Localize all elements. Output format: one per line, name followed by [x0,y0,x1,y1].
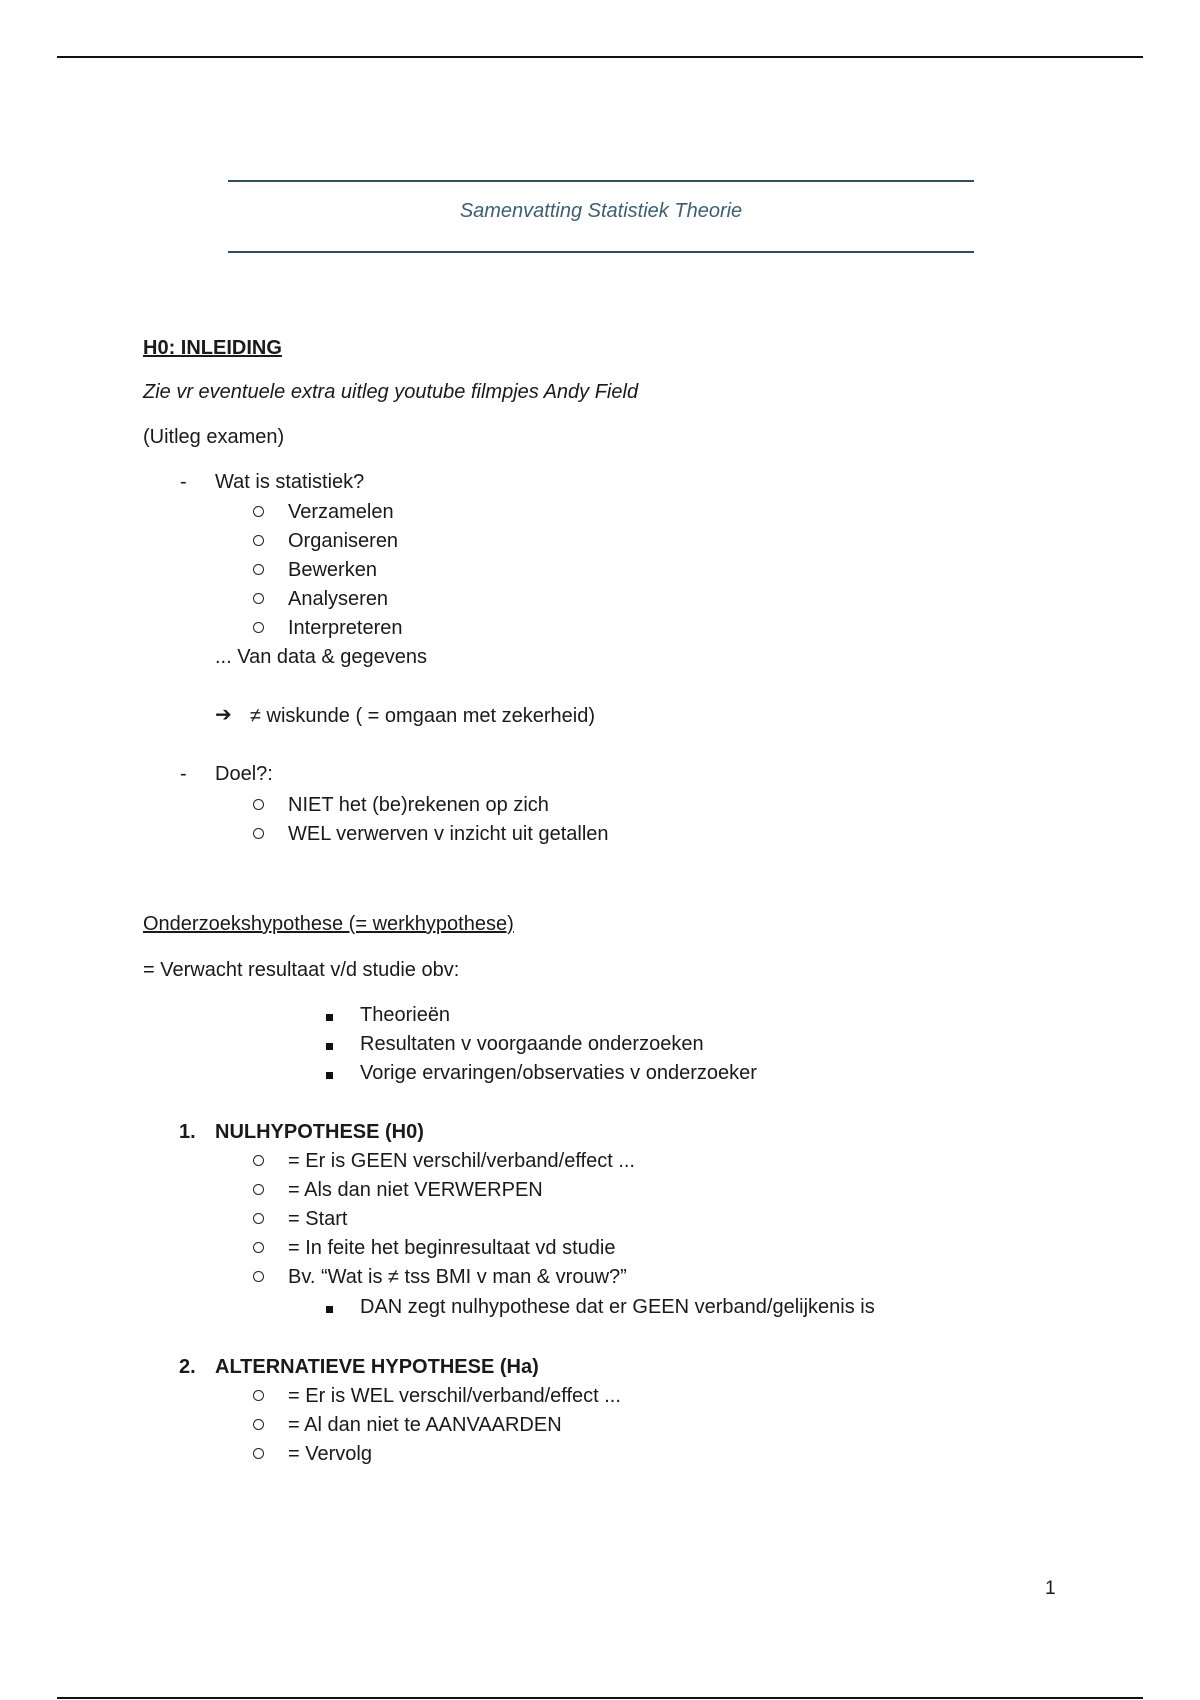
circle-bullet [253,615,264,639]
circle-bullet [253,1148,264,1172]
circle-bullet [253,499,264,523]
question-what-is-statistics: Wat is statistiek? [215,471,365,493]
list-item: Analyseren [288,588,389,610]
list-item: = Als dan niet VERWERPEN [288,1179,543,1201]
square-bullet [326,1061,333,1085]
list-item: Verzamelen [288,501,394,523]
circle-bullet [253,1177,264,1201]
dash-bullet: - [180,471,187,493]
h0-number: 1. [179,1121,196,1143]
list-item: Bv. “Wat is ≠ tss BMI v man & vrouw?” [288,1266,627,1288]
circle-bullet [253,528,264,552]
list-subitem: DAN zegt nulhypothese dat er GEEN verband/gelijkenis is [360,1296,875,1318]
title-top-rule [228,180,974,182]
section-heading: H0: INLEIDING [143,337,282,359]
circle-bullet [253,557,264,581]
list-item: = Er is WEL verschil/verband/effect ... [288,1385,621,1407]
dash-bullet: - [180,763,187,785]
page-top-rule [57,56,1143,58]
circle-bullet [253,821,264,845]
document-title: Samenvatting Statistiek Theorie [459,200,743,222]
circle-bullet [253,586,264,610]
question-goal: Doel?: [215,763,273,785]
circle-bullet [253,1383,264,1407]
page-bottom-rule [57,1697,1143,1699]
list-trailer: ... Van data & gegevens [215,646,428,668]
circle-bullet [253,1441,264,1465]
arrow-icon: ➔ [215,704,232,726]
list-item: Bewerken [288,559,377,581]
circle-bullet [253,1235,264,1259]
list-item: Organiseren [288,530,399,552]
list-item: = In feite het beginresultaat vd studie [288,1237,616,1259]
circle-bullet [253,1264,264,1288]
arrow-note: ≠ wiskunde ( = omgaan met zekerheid) [250,705,596,727]
list-item: = Start [288,1208,348,1230]
square-bullet [326,1032,333,1056]
ha-number: 2. [179,1356,196,1378]
list-item: Interpreteren [288,617,403,639]
circle-bullet [253,1412,264,1436]
list-item: = Vervolg [288,1443,372,1465]
h0-title: NULHYPOTHESE (H0) [215,1121,424,1143]
hypothesis-intro: = Verwacht resultaat v/d studie obv: [143,959,460,981]
list-item: WEL verwerven v inzicht uit getallen [288,823,609,845]
exam-note: (Uitleg examen) [143,426,285,448]
page-number: 1 [1045,1578,1056,1599]
list-item: Resultaten v voorgaande onderzoeken [360,1033,704,1055]
square-bullet [326,1003,333,1027]
title-bottom-rule [228,251,974,253]
list-item: = Al dan niet te AANVAARDEN [288,1414,562,1436]
list-item: Vorige ervaringen/observaties v onderzoeker [360,1062,757,1084]
list-item: Theorieën [360,1004,451,1026]
list-item: NIET het (be)rekenen op zich [288,794,549,816]
list-item: = Er is GEEN verschil/verband/effect ... [288,1150,635,1172]
circle-bullet [253,792,264,816]
ha-title: ALTERNATIEVE HYPOTHESE (Ha) [215,1356,539,1378]
circle-bullet [253,1206,264,1230]
reference-note: Zie vr eventuele extra uitleg youtube filmpjes Andy Field [143,381,639,403]
square-bullet [326,1295,333,1319]
hypothesis-heading: Onderzoekshypothese (= werkhypothese) [143,913,514,935]
